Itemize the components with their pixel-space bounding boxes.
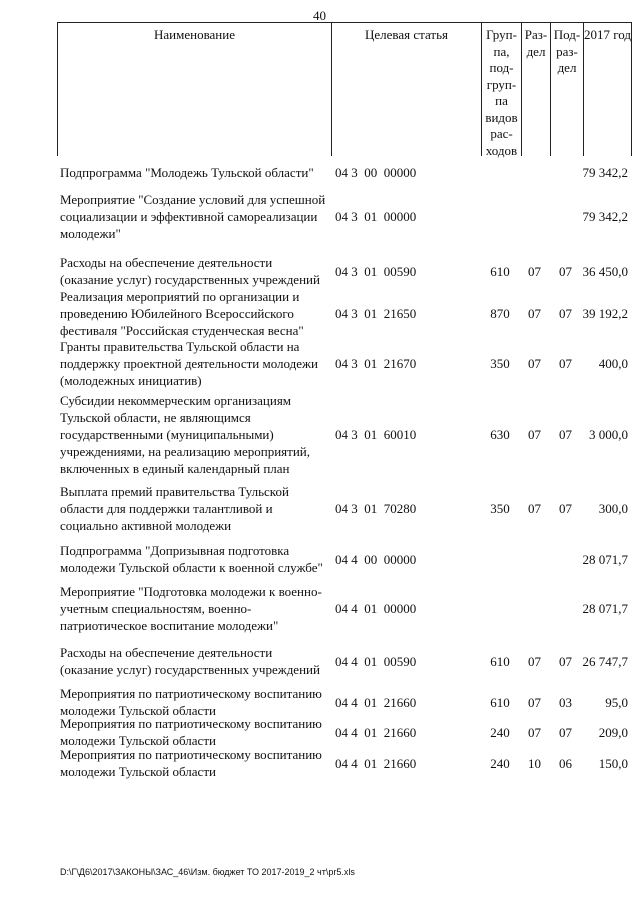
header-group-line: видов [485, 109, 518, 125]
row-name-line: учетным специальностям, военно- [60, 601, 252, 616]
row-section: 07 [528, 653, 541, 669]
row-name-line: Расходы на обеспечение деятельности [60, 645, 273, 660]
row-name [60, 542, 332, 576]
row-amount: 209,0 [598, 724, 628, 740]
row-group: 240 [490, 724, 510, 740]
row-code: 04 3 01 00000 [335, 209, 417, 224]
row-amount: 79 342,2 [582, 209, 628, 224]
row-section: 10 [528, 755, 541, 771]
row-name-line: социализации и эффективной самореализации [60, 209, 318, 224]
row-group: 610 [490, 263, 510, 279]
row-name-line: молодежи Тульской области [60, 733, 216, 748]
row-code: 04 3 00 00000 [335, 165, 417, 180]
row-name [60, 644, 332, 678]
row-name-line: области для поддержки талантливой и [60, 501, 273, 516]
row-name [60, 164, 332, 181]
header-section-line: дел [526, 43, 546, 59]
row-name-line: Мероприятие "Подготовка молодежи к военно- [60, 584, 322, 599]
header-subsection [550, 23, 583, 156]
row-name-line: Субсидии некоммерческим организациям [60, 393, 292, 408]
header-group-line: груп- [486, 76, 517, 92]
row-name-line: фестиваля "Российская студенческая весна" [60, 323, 304, 338]
row-section: 07 [528, 427, 541, 442]
row-group: 240 [490, 755, 510, 771]
row-name-line: молодежи Тульской области [60, 764, 216, 779]
row-section: 07 [528, 306, 541, 321]
row-name [60, 338, 332, 389]
row-code: 04 4 01 00000 [335, 601, 417, 616]
row-amount: 36 450,0 [582, 263, 628, 279]
row-name-line: (молодежных инициатив) [60, 373, 202, 388]
row-subsection: 03 [559, 694, 572, 710]
row-name-line: Мероприятия по патриотическому воспитанию [60, 747, 322, 762]
row-name-line: Реализация мероприятий по организации и [60, 289, 300, 304]
row-name-line: Расходы на обеспечение деятельности [60, 255, 273, 270]
row-name [60, 288, 332, 339]
row-code: 04 3 01 60010 [335, 427, 417, 442]
row-name [60, 583, 332, 634]
row-name [60, 392, 332, 477]
row-name [60, 746, 332, 780]
header-group [481, 23, 521, 156]
header-group-line: па [495, 93, 508, 108]
row-name-line: Мероприятия по патриотическому воспитанию [60, 686, 322, 701]
header-subsection-line: Под- [553, 27, 581, 42]
header-code: Целевая статья [331, 23, 481, 156]
row-code: 04 3 01 70280 [335, 501, 417, 516]
header-section-line: Раз- [524, 27, 548, 42]
row-subsection: 06 [559, 755, 572, 771]
row-name-line: Подпрограмма "Допризывная подготовка [60, 543, 290, 558]
row-amount: 39 192,2 [582, 306, 628, 321]
row-subsection: 07 [559, 653, 572, 669]
row-name-line: (оказание услуг) государственных учреждений [60, 662, 320, 677]
header-group-line: под- [489, 60, 514, 75]
row-name-line: молодежи Тульской области [60, 703, 216, 718]
row-name-line: социально активной молодежи [60, 518, 232, 533]
row-name-line: поддержку проектной деятельности молодежи [60, 356, 318, 371]
row-code: 04 4 01 21660 [335, 755, 417, 771]
row-name [60, 254, 332, 288]
header-group-line: па, [493, 43, 510, 59]
row-subsection: 07 [559, 724, 572, 740]
row-amount: 400,0 [598, 356, 628, 371]
row-subsection: 07 [559, 427, 572, 442]
row-section: 07 [528, 263, 541, 279]
row-group: 870 [490, 306, 510, 321]
row-name [60, 483, 332, 534]
row-section: 07 [528, 501, 541, 516]
row-code: 04 4 01 00590 [335, 653, 417, 669]
header-year: 2017 год [583, 23, 631, 156]
page-number: 40 [313, 8, 326, 23]
row-name-line: Подпрограмма "Молодежь Тульской области" [60, 165, 314, 180]
row-amount: 95,0 [605, 694, 628, 710]
row-code: 04 3 01 21670 [335, 356, 417, 371]
row-amount: 28 071,7 [582, 601, 628, 616]
row-section: 07 [528, 724, 541, 740]
row-name-line: патриотическое воспитание молодежи" [60, 618, 279, 633]
file-path: D:\Г\Д6\2017\ЗАКОНЫ\ЗАС_46\Изм. бюджет ТО 2017-2019_2 чт\pr5.xls [60, 867, 355, 877]
row-name-line: молодежи Тульской области к военной службе" [60, 560, 323, 575]
header-group-line: Груп- [486, 27, 517, 42]
row-name [60, 191, 332, 242]
row-code: 04 4 00 00000 [335, 551, 417, 567]
row-subsection: 07 [559, 501, 572, 516]
row-name-line: государственными (муниципальными) [60, 427, 274, 442]
row-name [60, 685, 332, 719]
header-section [521, 23, 550, 156]
row-name-line: (оказание услуг) государственных учреждений [60, 272, 320, 287]
table-header [57, 22, 632, 156]
header-name: Наименование [154, 27, 235, 42]
row-name-line: Тульской области, не являющимся [60, 410, 251, 425]
header-subsection-line: раз- [556, 43, 578, 59]
row-amount: 150,0 [598, 755, 628, 771]
row-subsection: 07 [559, 356, 572, 371]
row-amount: 26 747,7 [582, 653, 628, 669]
row-section: 07 [528, 356, 541, 371]
header-group-line: ходов [485, 142, 518, 158]
row-amount: 28 071,7 [582, 551, 628, 567]
row-name-line: Выплата премий правительства Тульской [60, 484, 289, 499]
row-amount: 300,0 [598, 501, 628, 516]
row-name-line: учреждениями, на реализацию мероприятий, [60, 444, 311, 459]
row-amount: 3 000,0 [589, 427, 628, 442]
row-code: 04 3 01 00590 [335, 263, 417, 279]
header-group-line: рас- [490, 126, 513, 141]
row-subsection: 07 [559, 263, 572, 279]
row-code: 04 4 01 21660 [335, 724, 417, 740]
row-name-line: молодежи" [60, 226, 121, 241]
row-group: 630 [490, 427, 510, 442]
row-name-line: Гранты правительства Тульской области на [60, 339, 300, 354]
row-subsection: 07 [559, 306, 572, 321]
row-name-line: проведению Юбилейного Всероссийского [60, 306, 294, 321]
row-name-line: Мероприятие "Создание условий для успешной [60, 192, 326, 207]
row-group: 610 [490, 653, 510, 669]
row-name [60, 715, 332, 749]
row-name-line: Мероприятия по патриотическому воспитанию [60, 716, 322, 731]
row-name-line: включенных в единый календарный план [60, 461, 290, 476]
row-code: 04 3 01 21650 [335, 306, 417, 321]
row-amount: 79 342,2 [582, 165, 628, 180]
row-group: 350 [490, 356, 510, 371]
header-subsection-line: дел [557, 60, 577, 75]
row-group: 610 [490, 694, 510, 710]
row-group: 350 [490, 501, 510, 516]
row-code: 04 4 01 21660 [335, 694, 417, 710]
row-section: 07 [528, 694, 541, 710]
